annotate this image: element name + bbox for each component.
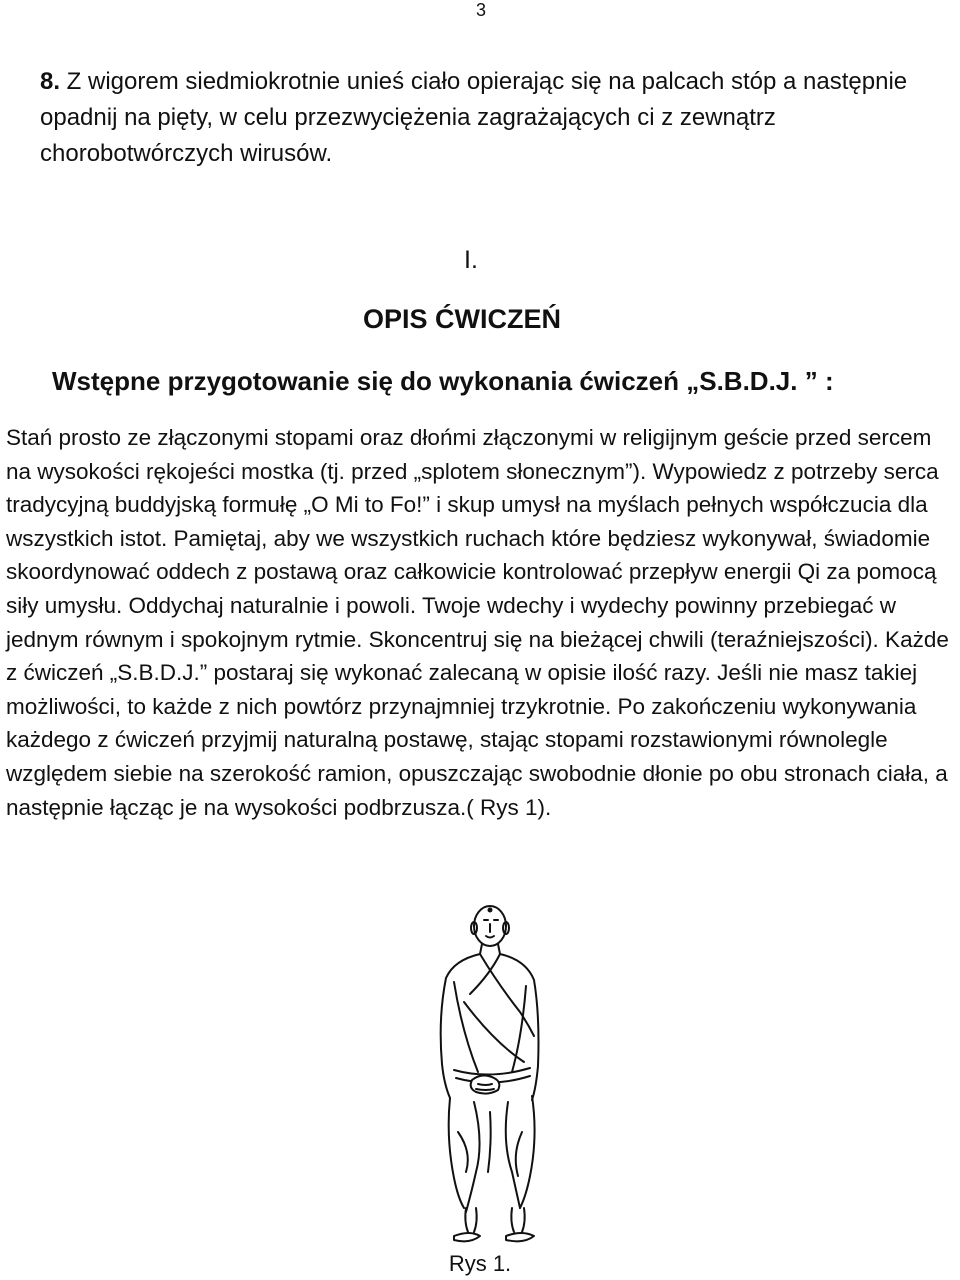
figure-caption: Rys 1.	[448, 1251, 512, 1276]
preparation-body: Stań prosto ze złączonymi stopami oraz dłońmi złączonymi w religijnym geście przed sercem na wysokości rękojeści mostka (tj. przed „splotem słonecznym”). Wypowiedz z potrzeby serca tradycyjną buddyjską formułę „O Mi to Fo!” i skup umysł na myślach pełnych współczucia dla wszystkich istot. Pamiętaj, aby we wszystkich ruchach które będziesz wykonywał, świadomie skoordynować oddech z postawą oraz całkowicie kontrolować przepływ energii Qi za pomocą siły umysłu. Oddychaj naturalnie i powoli. Twoje wdechy i wydechy powinny przebiegać w jednym równym i spokojnym rytmie. Skoncentruj się na bieżącej chwili (teraźniejszości). Każde z ćwiczeń „S.B.D.J.” postaraj się wykonać zalecaną w opisie ilość razy. Jeśli nie masz takiej możliwości, to każde z nich powtórz przynajmniej trzykrotnie. Po zakończeniu wykonywania każdego z ćwiczeń przyjmij naturalną postawę, stając stopami rozstawionymi równolegle względem siebie na szerokość ramion, opuszczając swobodnie dłonie po obu stronach ciała, a następnie łącząc je na wysokości podbrzusza.( Rys 1).	[6, 425, 949, 820]
section-title: OPIS ĆWICZEŃ	[362, 304, 561, 334]
exercise-8-number: 8.	[40, 68, 61, 95]
exercise-8-body: Z wigorem siedmiokrotnie unieś ciało opierając się na palcach stóp a następnie opadnij na pięty, w celu przezwyciężenia zagrażających ci z zewnątrz chorobotwórczych wirusów.	[40, 68, 908, 167]
section-roman-numeral: I.	[464, 246, 478, 274]
page-number: 3	[476, 0, 487, 20]
monk-standing-illustration	[414, 902, 564, 1248]
preparation-heading: Wstępne przygotowanie się do wykonania ćwiczeń „S.B.D.J. ” :	[52, 366, 834, 396]
exercise-8-text	[40, 64, 920, 172]
